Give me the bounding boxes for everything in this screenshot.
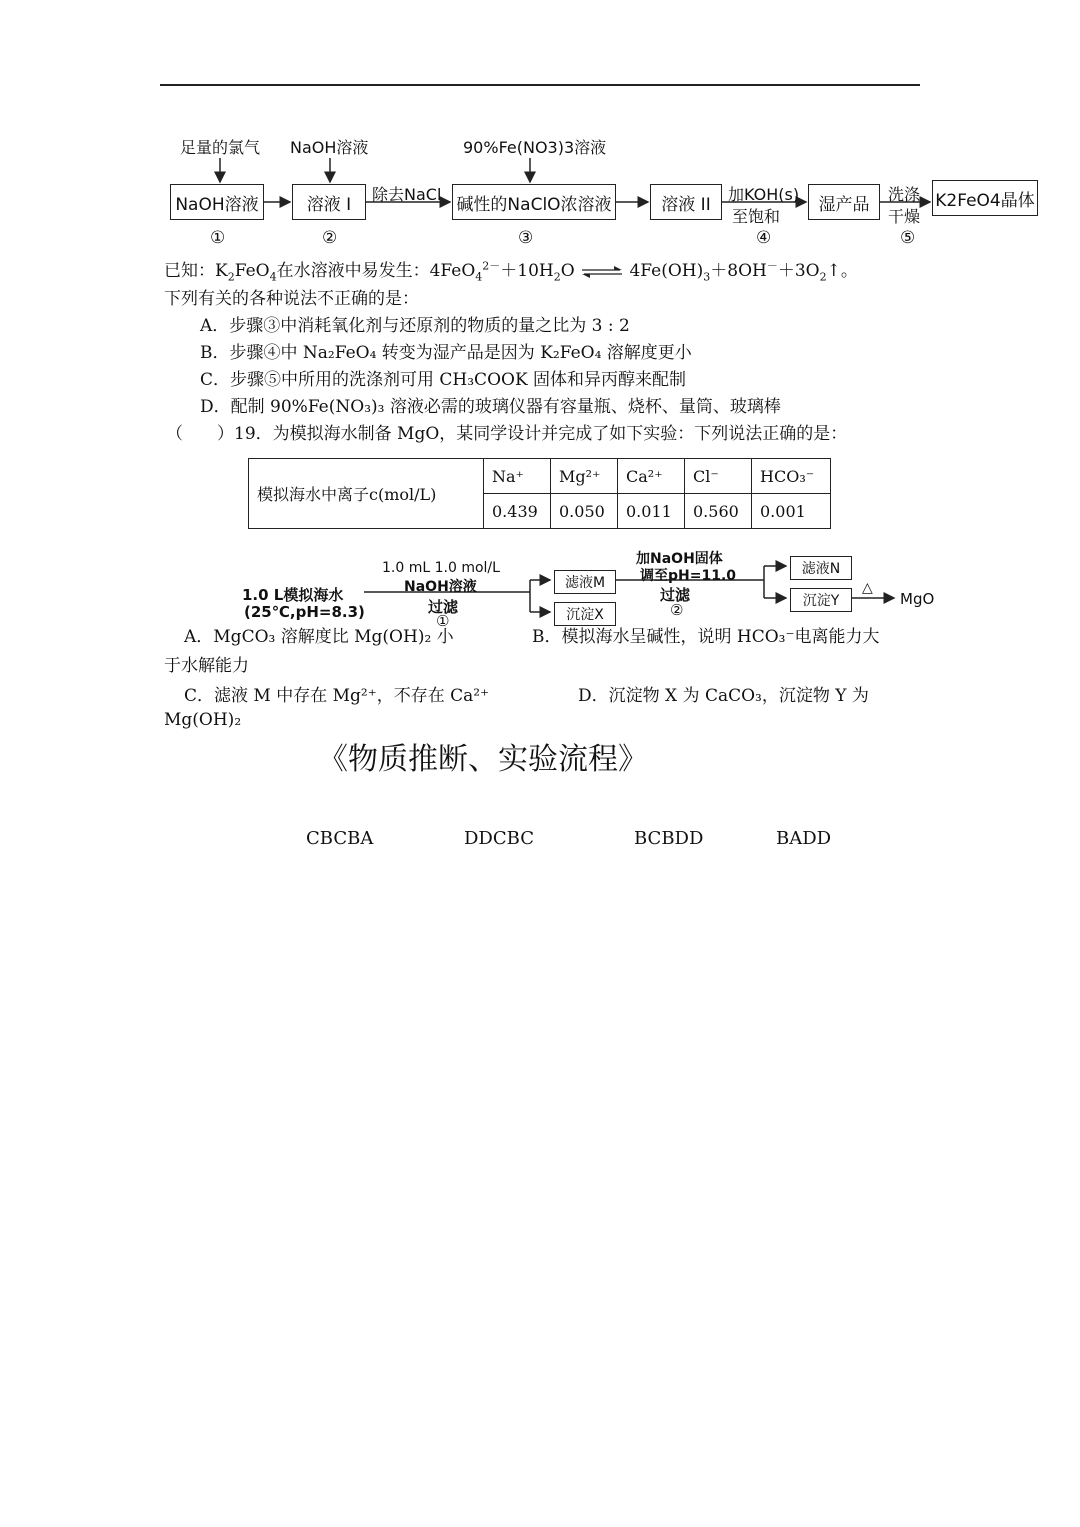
table-value-ca: 0.011	[618, 494, 685, 529]
q19-option-d-continued: Mg(OH)₂	[164, 710, 242, 730]
flow1-arrow-saturate: 至饱和	[732, 207, 781, 226]
flow1-step-1: ①	[210, 228, 226, 248]
flow2-step1-num: ①	[436, 612, 450, 630]
flow1-box-crystal: K2FeO4晶体	[932, 180, 1038, 216]
q18-option-d: D．配制 90%Fe(NO₃)₃ 溶液必需的玻璃仪器有容量瓶、烧杯、量筒、玻璃棒	[200, 397, 781, 417]
answer-group-1: CBCBA	[306, 828, 374, 849]
flow1-step-5: ⑤	[900, 228, 916, 248]
table-value-mg: 0.050	[551, 494, 618, 529]
flow1-label-naoh: NaOH溶液	[290, 138, 369, 157]
flow1-box-solution1: 溶液 I	[292, 184, 366, 220]
flow2-reagent1: NaOH溶液	[404, 579, 477, 595]
flow1-box-naoh: NaOH溶液	[170, 184, 264, 220]
q19-option-a: A．MgCO₃ 溶解度比 Mg(OH)₂ 小	[184, 627, 454, 647]
flow1-box-wet-product: 湿产品	[808, 184, 880, 220]
flow1-box-naclo: 碱性的NaClO浓溶液	[452, 184, 616, 220]
table-ion-cl: Cl⁻	[685, 459, 752, 494]
table-value-cl: 0.560	[685, 494, 752, 529]
flow1-arrow-wash: 洗涤	[888, 185, 921, 204]
answer-group-4: BADD	[776, 828, 832, 849]
answer-group-3: BCBDD	[634, 828, 704, 849]
flow2-reagent2-ph: 调至pH=11.0	[640, 568, 737, 584]
flow2-arrows	[0, 0, 1080, 640]
q18-option-a: A．步骤③中消耗氧化剂与还原剂的物质的量之比为 3 : 2	[200, 316, 630, 336]
table-value-hco3: 0.001	[752, 494, 831, 529]
table-row-header: 模拟海水中离子c(mol/L)	[249, 459, 484, 529]
flow2-step2-label: 过滤	[660, 586, 691, 604]
answer-group-2: DDCBC	[464, 828, 534, 849]
flow2-box-filtrate-m: 滤液M	[554, 570, 616, 594]
known-equation: 已知：$K_2FeO_4$在水溶液中易发生：$4FeO_4^{2-}+10H_2O$ $4Fe(OH)_3+8OH^-+3O_2↑$。	[164, 259, 858, 284]
flow1-arrow-add-koh: 加KOH(s)	[728, 185, 800, 204]
flow1-label-fe-nitrate: 90%Fe(NO3)3溶液	[463, 138, 607, 157]
flow2-box-precipitate-y: 沉淀Y	[790, 588, 852, 612]
table-value-na: 0.439	[484, 494, 551, 529]
flow1-step-3: ③	[518, 228, 534, 248]
q18-stem: 下列有关的各种说法不正确的是：	[164, 289, 419, 309]
flow1-label-chlorine: 足量的氯气	[180, 138, 261, 157]
table-ion-hco3: HCO₃⁻	[752, 459, 831, 494]
flow1-step-4: ④	[756, 228, 772, 248]
flow2-start-conditions: (25℃,pH=8.3)	[244, 603, 365, 621]
table-ion-mg: Mg²⁺	[551, 459, 618, 494]
flow2-box-filtrate-n: 滤液N	[790, 556, 852, 580]
flow1-box-solution2: 溶液 II	[650, 184, 722, 220]
flow2-reagent1-amount: 1.0 mL 1.0 mol/L	[382, 560, 500, 576]
q19-option-b: B．模拟海水呈碱性，说明 HCO₃⁻电离能力大	[532, 627, 880, 647]
flow1-step-2: ②	[322, 228, 338, 248]
q18-option-c: C．步骤⑤中所用的洗涤剂可用 CH₃COOK 固体和异丙醇来配制	[200, 370, 687, 390]
flow2-reagent2: 加NaOH固体	[636, 551, 723, 567]
heat-icon: △	[862, 580, 873, 596]
table-ion-ca: Ca²⁺	[618, 459, 685, 494]
q18-option-b: B．步骤④中 Na₂FeO₄ 转变为湿产品是因为 K₂FeO₄ 溶解度更小	[200, 343, 692, 363]
q19-option-b-continued: 于水解能力	[164, 656, 249, 676]
flow2-step1-label: 过滤	[428, 598, 459, 616]
flow2-start: 1.0 L模拟海水	[242, 586, 344, 604]
q19-option-c: C．滤液 M 中存在 Mg²⁺，不存在 Ca²⁺	[184, 686, 490, 706]
flow2-step2-num: ②	[670, 601, 684, 619]
flow1-arrow-remove-nacl: 除去NaCl	[372, 185, 442, 204]
section-title: 《物质推断、实验流程》	[318, 742, 648, 777]
flow1-arrow-dry: 干燥	[888, 207, 921, 226]
q19-stem: （ ）19．为模拟海水制备 MgO，某同学设计并完成了如下实验：下列说法正确的是：	[166, 424, 848, 444]
q19-option-d: D．沉淀物 X 为 CaCO₃，沉淀物 Y 为	[578, 686, 869, 706]
table-ion-na: Na⁺	[484, 459, 551, 494]
flow2-box-precipitate-x: 沉淀X	[554, 602, 616, 626]
flow2-product: MgO	[900, 590, 935, 608]
